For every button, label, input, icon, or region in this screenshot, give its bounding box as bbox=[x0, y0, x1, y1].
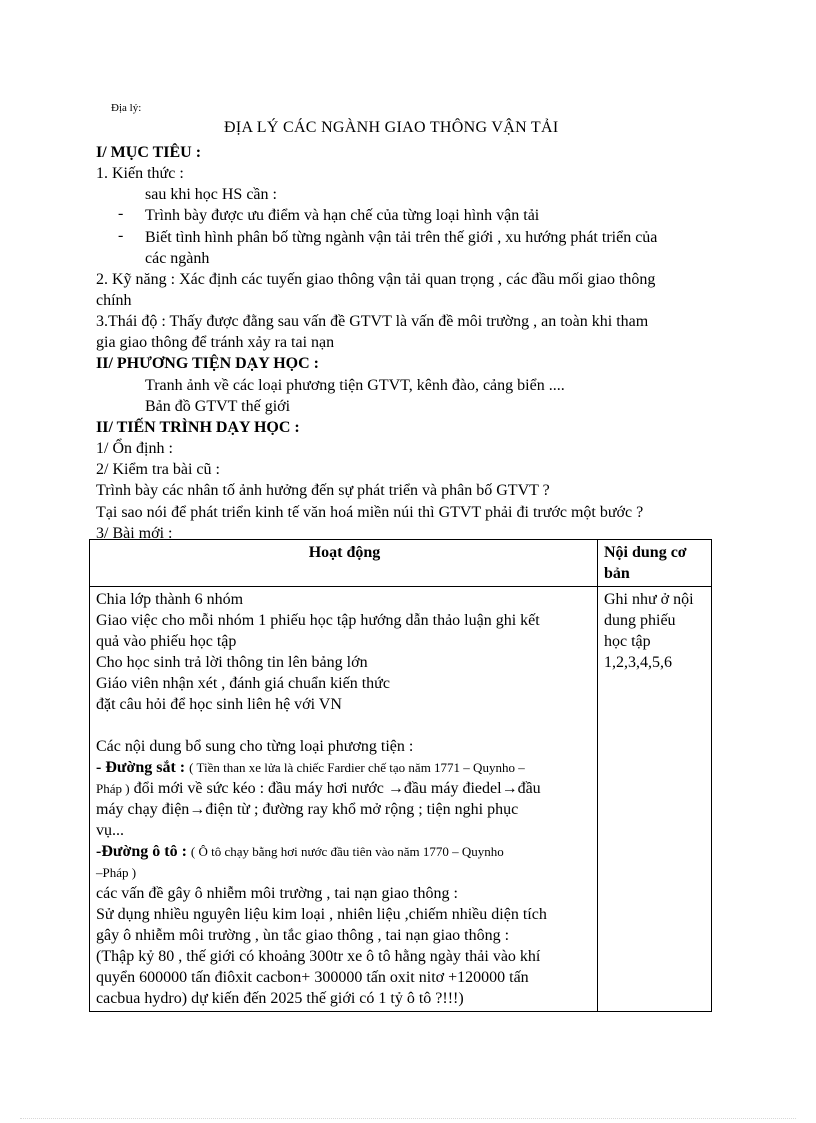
rail-label: - Đường sắt : bbox=[96, 759, 186, 776]
new-lesson-label: 3/ Bài mới : bbox=[96, 525, 173, 542]
road-label: -Đường ô tô : bbox=[96, 843, 187, 860]
activity-line: quả vào phiếu học tập bbox=[96, 633, 237, 650]
content-header bbox=[598, 540, 712, 587]
rail-note: ( Tiền than xe lửa là chiếc Fardier chế tạo năm 1771 – Quynho – bbox=[189, 760, 525, 775]
bullet-item: Biết tình hình phân bố từng ngành vận tải trên thế giới , xu hướng phát triển của bbox=[145, 229, 658, 246]
content-header-line: bản bbox=[604, 565, 630, 582]
rail-line bbox=[96, 778, 593, 799]
activity-line: Chia lớp thành 6 nhóm bbox=[96, 591, 244, 608]
content-line: 1,2,3,4,5,6 bbox=[604, 654, 672, 671]
rail-text: đầu bbox=[517, 780, 541, 797]
activity-line: Cho học sinh trả lời thông tin lên bảng lớn bbox=[96, 654, 368, 671]
materials-line: Tranh ảnh về các loại phương tiện GTVT, kênh đào, cảng biển .... bbox=[145, 377, 565, 394]
activity-line: Giáo viên nhận xét , đánh giá chuẩn kiến thức bbox=[96, 675, 390, 692]
road-line: cacbua hydro) dự kiến đến 2025 thế giới có 1 tỷ ô tô ?!!!) bbox=[96, 990, 464, 1007]
bullet-item: Trình bày được ưu điểm và hạn chế của từng loại hình vận tải bbox=[145, 207, 540, 224]
lesson-table bbox=[89, 539, 712, 1012]
road-line: Sử dụng nhiều nguyên liệu kim loại , nhiên liệu ,chiếm nhiều diện tích bbox=[96, 906, 547, 923]
road-line: gây ô nhiễm môi trường , ùn tắc giao thông , tai nạn giao thông : bbox=[96, 927, 510, 944]
knowledge-label: 1. Kiến thức : bbox=[96, 165, 184, 182]
road-note: ( Ô tô chạy bằng hơi nước đầu tiên vào năm 1770 – Quynho bbox=[190, 844, 504, 859]
rail-note: Pháp ) bbox=[96, 781, 130, 796]
skill-line: 2. Kỹ năng : Xác định các tuyến giao thông vận tải quan trọng , các đầu mối giao thông bbox=[96, 271, 656, 288]
activity-line: Giao việc cho mỗi nhóm 1 phiếu học tập hướng dẫn thảo luận ghi kết bbox=[96, 612, 540, 629]
content-header-line: Nội dung cơ bbox=[604, 544, 687, 561]
skill-line: chính bbox=[96, 292, 132, 309]
content-line: dung phiếu bbox=[604, 612, 676, 629]
road-line: (Thập kỷ 80 , thế giới có khoảng 300tr xe ô tô hằng ngày thải vào khí bbox=[96, 948, 541, 965]
road-line bbox=[96, 841, 593, 862]
activity-line: đặt câu hỏi để học sinh liên hệ với VN bbox=[96, 696, 342, 713]
knowledge-intro: sau khi học HS cần : bbox=[145, 186, 277, 203]
page-title: ĐỊA LÝ CÁC NGÀNH GIAO THÔNG VẬN TẢI bbox=[224, 119, 559, 136]
bullet-item-continued: các ngành bbox=[145, 250, 210, 267]
rail-text: điện từ ; đường ray khổ mở rộng ; tiện nghi phục bbox=[205, 801, 519, 818]
road-note: –Pháp ) bbox=[96, 865, 137, 880]
rail-line bbox=[96, 799, 593, 820]
section-objectives-heading: I/ MỤC TIÊU : bbox=[96, 144, 202, 161]
rail-text: đầu máy điedel bbox=[403, 780, 502, 797]
arrow-icon: → bbox=[501, 780, 518, 797]
content-line: học tập bbox=[604, 633, 651, 650]
subject-label: Địa lý: bbox=[111, 102, 142, 114]
check-old-lesson-label: 2/ Kiểm tra bài cũ : bbox=[96, 461, 220, 478]
rail-text: máy chạy điện bbox=[96, 801, 190, 818]
arrow-icon: → bbox=[387, 780, 404, 797]
section-process-heading: II/ TIẾN TRÌNH DẠY HỌC : bbox=[96, 419, 300, 436]
activities-cell bbox=[90, 587, 598, 1012]
activities-header: Hoạt động bbox=[90, 540, 598, 587]
table-header-row bbox=[90, 540, 712, 587]
road-line: các vấn đề gây ô nhiễm môi trường , tai nạn giao thông : bbox=[96, 885, 458, 902]
rail-text: đổi mới về sức kéo : đầu máy hơi nước bbox=[133, 780, 384, 797]
content-line: Ghi như ở nội bbox=[604, 591, 694, 608]
content-cell bbox=[598, 587, 712, 1012]
arrow-icon: → bbox=[189, 801, 206, 818]
attitude-line: gia giao thông để tránh xảy ra tai nạn bbox=[96, 334, 335, 351]
road-line: quyển 600000 tấn điôxit cacbon+ 300000 tấn oxit nitơ +120000 tấn bbox=[96, 969, 529, 986]
attitude-line: 3.Thái độ : Thấy được đằng sau vấn đề GTVT là vấn đề môi trường , an toàn khi tham bbox=[96, 313, 649, 330]
bullet-dash: - bbox=[118, 227, 124, 244]
activity-line: Các nội dung bổ sung cho từng loại phương tiện : bbox=[96, 738, 414, 755]
rail-line bbox=[96, 757, 593, 778]
stabilize-label: 1/ Ổn định : bbox=[96, 440, 173, 457]
blank-line bbox=[96, 715, 593, 736]
review-question: Tại sao nói để phát triển kinh tế văn hoá miền núi thì GTVT phải đi trước một bước ? bbox=[96, 504, 644, 521]
table-row bbox=[90, 587, 712, 1012]
page-bottom-rule bbox=[20, 1118, 796, 1119]
rail-line: vụ... bbox=[96, 822, 124, 839]
materials-line: Bản đồ GTVT thế giới bbox=[145, 398, 291, 415]
bullet-dash: - bbox=[118, 205, 124, 222]
section-materials-heading: II/ PHƯƠNG TIỆN DẠY HỌC : bbox=[96, 355, 319, 372]
review-question: Trình bày các nhân tố ảnh hưởng đến sự phát triển và phân bố GTVT ? bbox=[96, 482, 550, 499]
